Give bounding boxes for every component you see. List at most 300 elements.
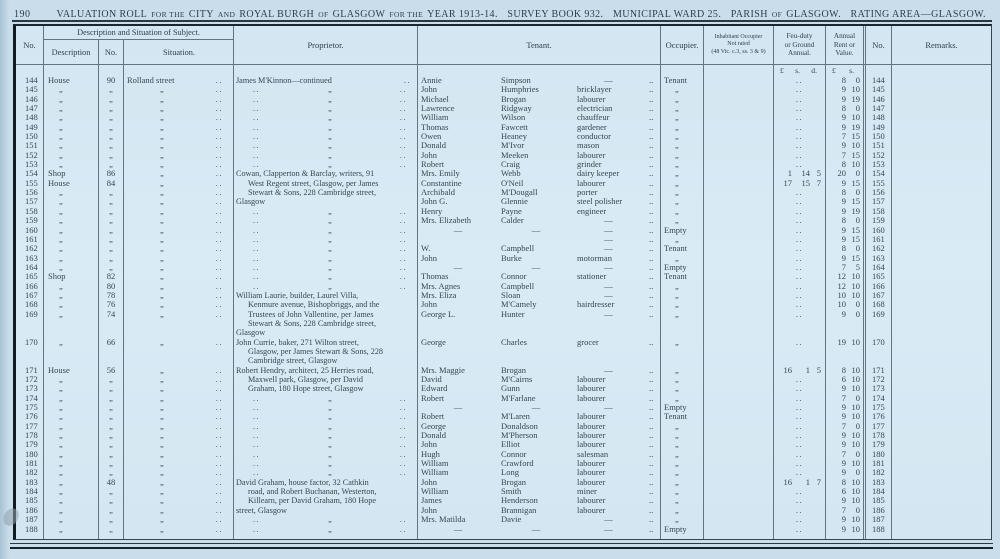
cell-remarks — [892, 525, 991, 534]
table-row — [16, 282, 991, 291]
ditto-mark: „ — [59, 515, 63, 525]
rent-pounds: 8 — [841, 76, 846, 85]
proprietor-ditto — [236, 422, 417, 431]
cell-proprietor — [234, 85, 418, 94]
cell-row-number-repeat — [866, 235, 892, 244]
leader-dots: .. — [215, 487, 223, 497]
cell-row-number — [16, 151, 44, 160]
ditto-mark: „ — [675, 300, 679, 310]
tenant-occupation: — — [604, 216, 613, 226]
ditto-mark: „ — [109, 403, 113, 413]
ditto-mark: „ — [328, 225, 332, 235]
row-number-value: 174 — [25, 393, 38, 403]
cell-description — [44, 310, 99, 338]
tenant-forename: James — [421, 496, 442, 506]
ditto-mark: „ — [59, 477, 63, 487]
leader-dots: .. — [795, 309, 804, 319]
cell-inhabitant-occupier — [704, 141, 774, 150]
ditto-mark: „ — [59, 225, 63, 235]
cell-situation — [124, 244, 234, 253]
ditto-mark: „ — [59, 262, 63, 272]
tenant-occupation: — — [604, 515, 613, 525]
leader-dots: .. — [253, 85, 261, 95]
ditto-mark: „ — [160, 412, 164, 422]
description-value: Shop — [48, 169, 66, 179]
cell-description — [44, 76, 99, 85]
cell-tenant — [418, 65, 661, 76]
row-number-repeat-value: 187 — [872, 515, 885, 525]
leader-dots: .. — [795, 122, 804, 132]
cell-row-number-repeat — [866, 169, 892, 178]
ditto-mark: „ — [160, 524, 164, 534]
row-number-value: 155 — [25, 178, 38, 188]
street-number-value: 78 — [106, 290, 116, 300]
masthead-text: GLASGOW — [332, 9, 386, 20]
leader-dots: .. — [795, 94, 804, 104]
cell-feu-duty — [774, 375, 826, 384]
cell-tenant — [418, 179, 661, 188]
row-number-repeat-value: 186 — [872, 505, 885, 515]
cell-feu-duty — [774, 197, 826, 206]
leader-dots: .. — [649, 393, 654, 403]
row-number-value: 172 — [25, 375, 38, 384]
column-header-remarks: Remarks. — [925, 40, 958, 50]
row-number-repeat-value: 169 — [872, 309, 885, 319]
cell-occupier — [661, 496, 704, 505]
row-number-repeat-value: 161 — [872, 234, 885, 244]
ditto-mark: „ — [675, 384, 679, 394]
cell-street-number — [99, 487, 124, 496]
cell-inhabitant-occupier — [704, 179, 774, 188]
cell-feu-duty — [774, 525, 826, 534]
cell-street-number — [99, 141, 124, 150]
leader-dots: .. — [649, 431, 654, 441]
leader-dots: .. — [215, 160, 223, 170]
ditto-mark: „ — [328, 132, 332, 142]
cell-street-number — [99, 366, 124, 375]
leader-dots: .. — [649, 234, 654, 244]
leader-dots: .. — [649, 169, 654, 179]
cell-row-number-repeat — [866, 431, 892, 440]
cell-occupier — [661, 375, 704, 384]
cell-inhabitant-occupier — [704, 375, 774, 384]
table-row — [16, 459, 991, 468]
leader-dots: .. — [649, 412, 654, 422]
ditto-mark: „ — [109, 244, 113, 254]
rent-pounds: 8 — [841, 477, 846, 487]
cell-proprietor — [234, 384, 418, 393]
ditto-mark: „ — [328, 104, 332, 114]
row-number-value: 154 — [25, 169, 38, 179]
leader-dots: .. — [795, 150, 804, 160]
ditto-mark: „ — [328, 141, 332, 151]
cell-description — [44, 65, 99, 76]
cell-proprietor — [234, 216, 418, 225]
table-row — [16, 160, 991, 169]
feu-pence: 7 — [816, 477, 821, 487]
cell-tenant — [418, 468, 661, 477]
row-number-repeat-value: 155 — [872, 178, 885, 188]
cell-proprietor — [234, 226, 418, 235]
column-header-description-group — [44, 26, 234, 64]
cell-row-number — [16, 179, 44, 188]
cell-situation — [124, 179, 234, 188]
ditto-mark: „ — [160, 216, 164, 226]
cell-occupier — [661, 515, 704, 524]
leader-dots: .. — [795, 468, 804, 478]
tenant-forename: George — [421, 337, 446, 347]
cell-street-number — [99, 65, 124, 76]
masthead-text: CITY — [188, 9, 214, 20]
rent-pounds: 7 — [841, 150, 846, 160]
cell-proprietor — [234, 272, 418, 281]
ditto-mark: „ — [59, 122, 63, 132]
cell-description — [44, 431, 99, 440]
rent-pounds: 7 — [841, 132, 846, 142]
cell-description — [44, 412, 99, 421]
leader-dots: .. — [215, 141, 223, 151]
cell-street-number — [99, 235, 124, 244]
cell-situation — [124, 375, 234, 384]
tenant-surname: Payne — [501, 206, 522, 216]
rent-pounds: 9 — [841, 253, 846, 263]
cell-situation — [124, 226, 234, 235]
cell-occupier — [661, 132, 704, 141]
leader-dots: .. — [795, 505, 804, 515]
rent-shillings: 10 — [851, 375, 860, 384]
cell-row-number-repeat — [866, 440, 892, 449]
ditto-mark: „ — [160, 496, 164, 506]
ditto-mark: „ — [160, 384, 164, 394]
cell-annual-rent — [826, 291, 866, 300]
cell-tenant — [418, 235, 661, 244]
rent-shillings: 0 — [855, 505, 860, 515]
cell-description — [44, 244, 99, 253]
leader-dots: .. — [253, 141, 261, 151]
cell-description — [44, 263, 99, 272]
cell-occupier — [661, 113, 704, 122]
row-number-value: 177 — [25, 421, 38, 431]
table-row — [16, 366, 991, 375]
leader-dots: .. — [253, 160, 261, 170]
cell-proprietor — [234, 338, 418, 366]
tenant-occupation: stationer — [577, 272, 607, 282]
cell-inhabitant-occupier — [704, 113, 774, 122]
tenant-surname: Brogan — [501, 94, 527, 104]
cell-annual-rent — [826, 179, 866, 188]
cell-row-number — [16, 141, 44, 150]
row-number-value: 153 — [25, 160, 38, 170]
leader-dots: .. — [795, 225, 804, 235]
cell-occupier — [661, 188, 704, 197]
cell-row-number-repeat — [866, 459, 892, 468]
rent-pounds: 9 — [841, 496, 846, 506]
cell-remarks — [892, 422, 991, 431]
leader-dots: .. — [215, 253, 223, 263]
table-row — [16, 375, 991, 384]
cell-tenant — [418, 300, 661, 309]
row-number-repeat-value: 149 — [872, 122, 885, 132]
ditto-mark: „ — [328, 253, 332, 263]
leader-dots: .. — [403, 76, 411, 85]
rent-shillings: 0 — [855, 104, 860, 114]
ditto-mark: „ — [328, 262, 332, 272]
cell-inhabitant-occupier — [704, 282, 774, 291]
proprietor-ditto — [236, 113, 417, 122]
rent-pounds: 19 — [837, 337, 846, 347]
table-row — [16, 487, 991, 496]
ditto-mark: „ — [675, 169, 679, 179]
rent-shillings: 0 — [855, 468, 860, 478]
proprietor-line: Killearn, per David Graham, 180 Hope — [248, 496, 377, 506]
ditto-mark: „ — [109, 375, 113, 384]
ditto-mark: „ — [59, 300, 63, 310]
cell-remarks — [892, 291, 991, 300]
ditto-mark: „ — [675, 515, 679, 525]
cell-inhabitant-occupier — [704, 487, 774, 496]
leader-dots: .. — [649, 113, 654, 123]
leader-dots: .. — [215, 375, 223, 384]
cell-feu-duty — [774, 496, 826, 505]
leader-dots: .. — [215, 403, 223, 413]
masthead-text: GLASGOW. — [786, 9, 841, 20]
cell-row-number-repeat — [866, 338, 892, 366]
ditto-mark: „ — [109, 440, 113, 450]
tenant-forename: William — [421, 487, 449, 497]
description-value: House — [48, 365, 70, 375]
leader-dots: .. — [795, 216, 804, 226]
table-row — [16, 254, 991, 263]
cell-proprietor — [234, 310, 418, 338]
cell-tenant — [418, 403, 661, 412]
proprietor-line: West Regent street, Glasgow, per James — [248, 178, 379, 188]
cell-street-number — [99, 244, 124, 253]
cell-remarks — [892, 366, 991, 375]
leader-dots: .. — [253, 150, 261, 160]
tenant-occupation: hairdresser — [577, 300, 615, 310]
cell-row-number-repeat — [866, 496, 892, 505]
table-body — [16, 65, 991, 539]
cell-annual-rent — [826, 272, 866, 281]
cell-feu-duty — [774, 104, 826, 113]
ditto-mark: „ — [109, 515, 113, 525]
leader-dots: .. — [215, 337, 223, 347]
leader-dots: .. — [649, 309, 654, 319]
cell-description — [44, 468, 99, 477]
cell-occupier — [661, 141, 704, 150]
ditto-mark: „ — [160, 178, 164, 188]
leader-dots: .. — [253, 431, 261, 441]
row-number-repeat-value: 168 — [872, 300, 885, 310]
leader-dots: .. — [253, 421, 261, 431]
cell-occupier — [661, 478, 704, 487]
ditto-mark: „ — [59, 216, 63, 226]
ditto-mark: „ — [675, 253, 679, 263]
tenant-surname: Brannigan — [501, 505, 537, 515]
tenant-surname: M'Laren — [501, 412, 530, 422]
cell-proprietor — [234, 440, 418, 449]
cell-tenant — [418, 282, 661, 291]
leader-dots: .. — [649, 206, 654, 216]
cell-row-number — [16, 226, 44, 235]
table-row — [16, 515, 991, 524]
cell-tenant — [418, 375, 661, 384]
leader-dots: .. — [649, 76, 654, 85]
ditto-mark: „ — [160, 440, 164, 450]
ditto-mark: „ — [59, 160, 63, 170]
tenant-occupation: miner — [577, 487, 597, 497]
cell-remarks — [892, 244, 991, 253]
cell-proprietor — [234, 95, 418, 104]
tenant-forename: George L. — [421, 309, 456, 319]
cell-description — [44, 338, 99, 366]
ditto-mark: „ — [109, 141, 113, 151]
tenant-occupation: labourer — [577, 468, 606, 478]
tenant-occupation: grinder — [577, 160, 602, 170]
ditto-mark: „ — [328, 272, 332, 282]
feu-pounds: 17 — [783, 178, 792, 188]
leader-dots: .. — [649, 94, 654, 104]
cell-row-number-repeat — [866, 132, 892, 141]
leader-dots: .. — [253, 468, 261, 478]
cell-proprietor — [234, 450, 418, 459]
cell-feu-duty — [774, 95, 826, 104]
ditto-mark: „ — [675, 337, 679, 347]
cell-annual-rent — [826, 123, 866, 132]
tenant-surname: Charles — [501, 337, 527, 347]
cell-description — [44, 179, 99, 188]
tenant-surname: Davie — [501, 515, 522, 525]
leader-dots: .. — [399, 272, 407, 282]
cell-proprietor — [234, 113, 418, 122]
cell-row-number — [16, 76, 44, 85]
cell-row-number-repeat — [866, 104, 892, 113]
ditto-mark: „ — [160, 393, 164, 403]
leader-dots: .. — [649, 449, 654, 459]
tenant-forename: — — [453, 403, 463, 413]
row-number-repeat-value: 184 — [872, 487, 885, 497]
cell-tenant — [418, 254, 661, 263]
cell-annual-rent — [826, 338, 866, 366]
proprietor-line: James M'Kinnon—continued .. — [236, 76, 411, 85]
leader-dots: .. — [399, 281, 407, 291]
leader-dots: .. — [649, 188, 654, 198]
cell-row-number-repeat — [866, 113, 892, 122]
cell-description — [44, 141, 99, 150]
cell-annual-rent — [826, 403, 866, 412]
ditto-mark: „ — [59, 384, 63, 394]
row-number-value: 166 — [25, 281, 38, 291]
row-number-value: 181 — [25, 459, 38, 469]
leader-dots: .. — [215, 104, 223, 114]
proprietor-ditto — [236, 141, 417, 150]
row-number-value: 173 — [25, 384, 38, 394]
cell-proprietor — [234, 244, 418, 253]
cell-row-number — [16, 487, 44, 496]
tenant-occupation: labourer — [577, 505, 606, 515]
tenant-surname: Long — [501, 468, 519, 478]
leader-dots: .. — [399, 515, 407, 525]
cell-inhabitant-occupier — [704, 263, 774, 272]
feu-pence: 5 — [816, 169, 821, 179]
leader-dots: .. — [399, 403, 407, 413]
row-number-repeat-value: 153 — [872, 160, 885, 170]
tenant-occupation: bricklayer — [577, 85, 612, 95]
leader-dots: .. — [649, 272, 654, 282]
cell-proprietor — [234, 506, 418, 515]
leader-dots: .. — [399, 113, 407, 123]
ditto-mark: „ — [675, 477, 679, 487]
leader-dots: .. — [215, 290, 223, 300]
cell-row-number — [16, 244, 44, 253]
cell-tenant — [418, 338, 661, 366]
proprietor-ditto — [236, 412, 417, 421]
rent-shillings: 15 — [851, 178, 860, 188]
cell-feu-duty — [774, 440, 826, 449]
ditto-mark: „ — [160, 281, 164, 291]
cell-situation — [124, 384, 234, 393]
tenant-occupation: labourer — [577, 384, 606, 394]
cell-occupier — [661, 76, 704, 85]
rent-pounds: 12 — [837, 281, 846, 291]
cell-remarks — [892, 431, 991, 440]
rent-shillings: 10 — [851, 141, 860, 151]
cell-proprietor — [234, 151, 418, 160]
cell-occupier — [661, 207, 704, 216]
ditto-mark: „ — [328, 94, 332, 104]
rent-shillings: 0 — [855, 76, 860, 85]
units-row — [16, 65, 991, 76]
ditto-mark: „ — [109, 412, 113, 422]
row-number-value: 182 — [25, 468, 38, 478]
cell-row-number — [16, 104, 44, 113]
cell-remarks — [892, 76, 991, 85]
rent-pounds: 9 — [841, 459, 846, 469]
cell-row-number-repeat — [866, 450, 892, 459]
cell-situation — [124, 207, 234, 216]
cell-row-number — [16, 235, 44, 244]
leader-dots: .. — [399, 468, 407, 478]
cell-tenant — [418, 506, 661, 515]
ditto-mark: „ — [328, 431, 332, 441]
ditto-mark: „ — [109, 225, 113, 235]
ditto-mark: „ — [160, 300, 164, 310]
cell-feu-duty — [774, 384, 826, 393]
cell-situation — [124, 506, 234, 515]
row-number-repeat-value: 170 — [872, 337, 885, 347]
leader-dots: .. — [215, 459, 223, 469]
proprietor-line: John Currie, baker, 271 Wilton street, — [236, 337, 359, 347]
cell-row-number — [16, 338, 44, 366]
leader-dots: .. — [649, 178, 654, 188]
tenant-surname: O'Neil — [501, 178, 524, 188]
cell-annual-rent — [826, 412, 866, 421]
cell-street-number — [99, 468, 124, 477]
rent-pounds: 9 — [841, 197, 846, 207]
cell-street-number — [99, 179, 124, 188]
row-number-value: 159 — [25, 216, 38, 226]
rent-pounds: 12 — [837, 272, 846, 282]
leader-dots: .. — [399, 431, 407, 441]
rent-shillings: 0 — [855, 188, 860, 198]
tenant-forename: — — [453, 225, 463, 235]
ditto-mark: „ — [675, 178, 679, 188]
ditto-mark: „ — [109, 85, 113, 95]
leader-dots: .. — [399, 122, 407, 132]
cell-feu-duty — [774, 207, 826, 216]
cell-row-number-repeat — [866, 95, 892, 104]
cell-feu-duty — [774, 141, 826, 150]
